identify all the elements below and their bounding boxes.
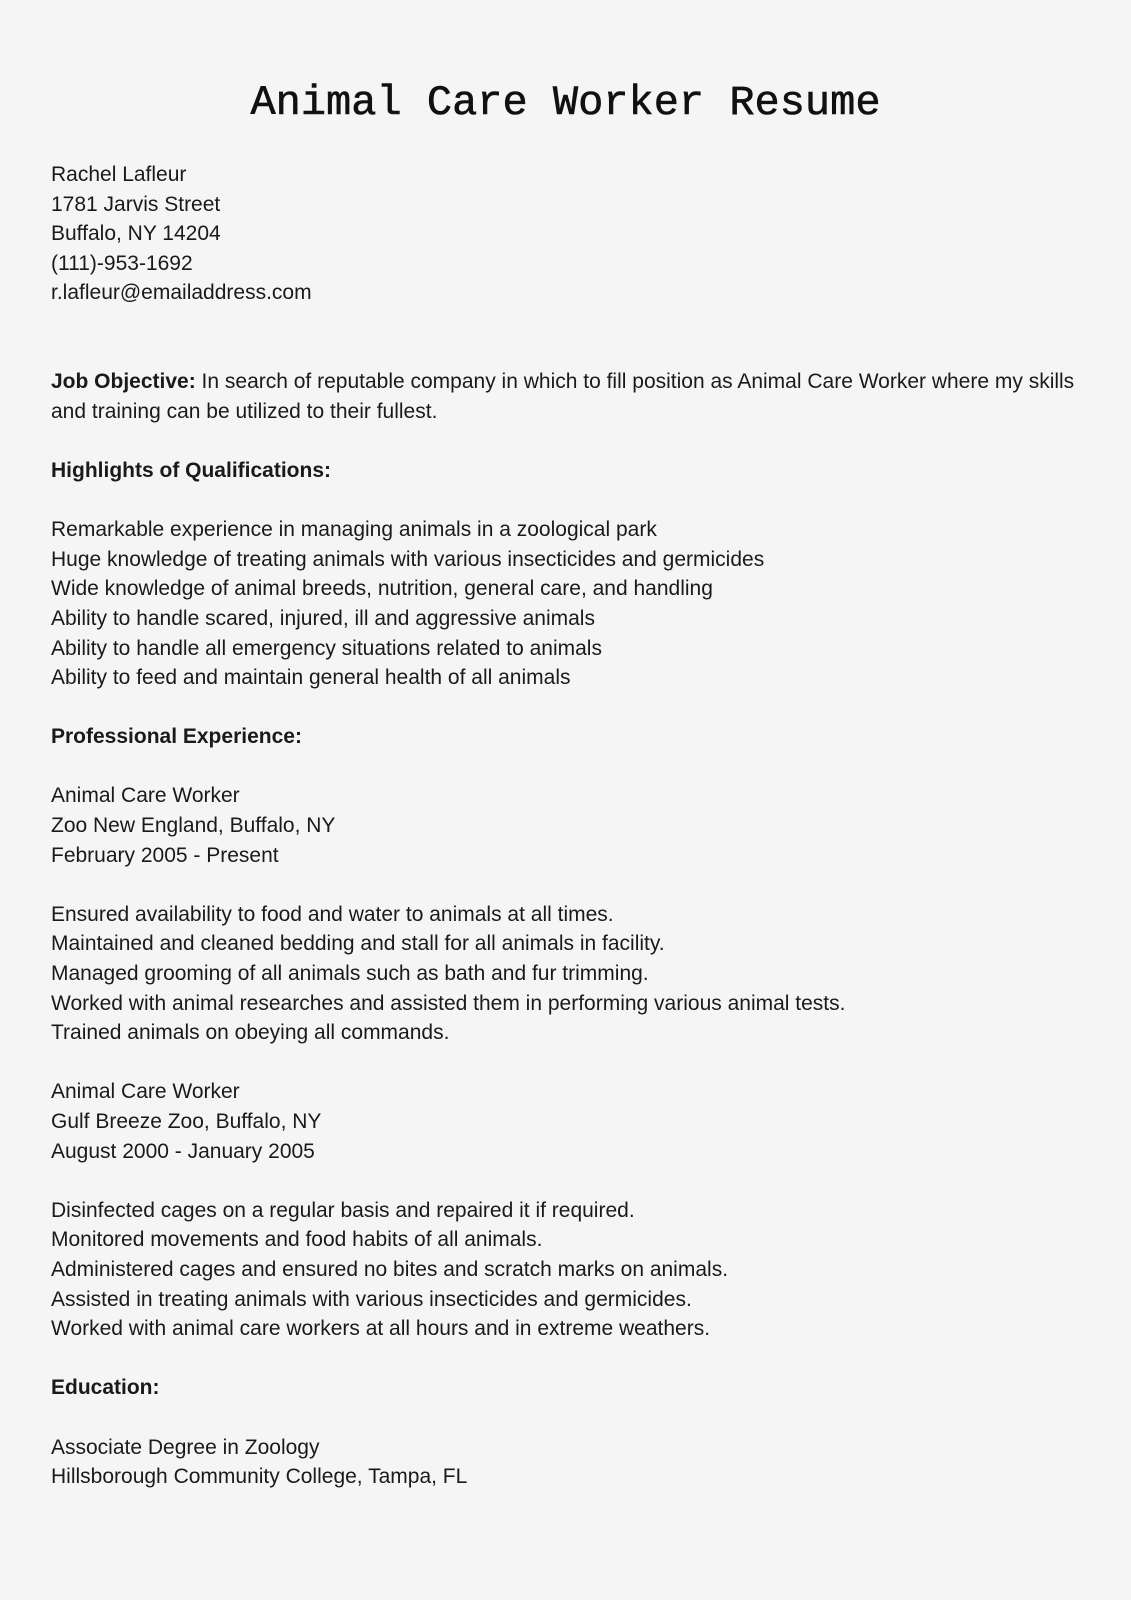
job-title: Animal Care Worker bbox=[51, 784, 240, 808]
education-heading: Education: bbox=[51, 1376, 160, 1400]
spacer bbox=[51, 1166, 1101, 1196]
spacer bbox=[51, 426, 1101, 456]
job-duty: Managed grooming of all animals such as bath and fur trimming. bbox=[51, 962, 649, 986]
spacer bbox=[51, 308, 1101, 367]
experience-heading: Professional Experience: bbox=[51, 725, 302, 749]
job-title: Animal Care Worker bbox=[51, 1080, 240, 1104]
job-entry bbox=[51, 1077, 1101, 1343]
spacer bbox=[51, 752, 1101, 782]
list-item: Wide knowledge of animal breeds, nutrition, general care, and handling bbox=[51, 577, 713, 601]
job-duty: Trained animals on obeying all commands. bbox=[51, 1021, 450, 1045]
page-title: Animal Care Worker Resume bbox=[250, 79, 881, 127]
spacer bbox=[51, 1344, 1101, 1374]
job-entry bbox=[51, 781, 1101, 1047]
job-duty: Ensured availability to food and water to animals at all times. bbox=[51, 902, 614, 926]
job-duty: Worked with animal researches and assisted them in performing various animal tests. bbox=[51, 991, 846, 1015]
job-duty: Monitored movements and food habits of all animals. bbox=[51, 1228, 543, 1252]
job-duty: Administered cages and ensured no bites and scratch marks on animals. bbox=[51, 1257, 729, 1281]
job-employer: Gulf Breeze Zoo, Buffalo, NY bbox=[51, 1110, 322, 1133]
list-item: Ability to handle scared, injured, ill and aggressive animals bbox=[51, 606, 595, 630]
spacer bbox=[51, 1048, 1101, 1078]
education-degree: Associate Degree in Zoology bbox=[51, 1435, 320, 1459]
job-objective bbox=[51, 367, 1101, 426]
spacer bbox=[51, 870, 1101, 900]
job-duty: Disinfected cages on a regular basis and repaired it if required. bbox=[51, 1198, 635, 1222]
objective-text: In search of reputable company in which to fill position as Animal Care Worker where my skills and training can be utilized to their fullest. bbox=[51, 370, 1075, 423]
spacer bbox=[51, 486, 1101, 516]
job-dates: August 2000 - January 2005 bbox=[51, 1139, 315, 1163]
job-duty: Worked with animal care workers at all hours and in extreme weathers. bbox=[51, 1317, 711, 1341]
list-item: Remarkable experience in managing animals in a zoological park bbox=[51, 518, 657, 542]
contact-email: r.lafleur@emailaddress.com bbox=[51, 281, 312, 305]
contact-phone: (111)-953-1692 bbox=[51, 251, 193, 275]
job-employer: Zoo New England, Buffalo, NY bbox=[51, 814, 336, 838]
resume-body bbox=[51, 160, 1101, 1492]
objective-label: Job Objective: bbox=[51, 370, 196, 394]
highlights-list bbox=[51, 515, 1101, 693]
contact-street: 1781 Jarvis Street bbox=[51, 192, 221, 216]
list-item: Ability to feed and maintain general health of all animals bbox=[51, 666, 571, 690]
contact-block bbox=[51, 160, 1101, 308]
list-item: Ability to handle all emergency situations related to animals bbox=[51, 636, 602, 660]
spacer bbox=[51, 693, 1101, 723]
job-duty: Maintained and cleaned bedding and stall for all animals in facility. bbox=[51, 932, 665, 956]
highlights-heading: Highlights of Qualifications: bbox=[51, 458, 331, 482]
list-item: Huge knowledge of treating animals with various insecticides and germicides bbox=[51, 547, 765, 571]
job-duty: Assisted in treating animals with various insecticides and germicides. bbox=[51, 1287, 692, 1311]
spacer bbox=[51, 1403, 1101, 1433]
education-school: Hillsborough Community College, Tampa, FL bbox=[51, 1465, 468, 1489]
contact-name: Rachel Lafleur bbox=[51, 163, 187, 186]
job-dates: February 2005 - Present bbox=[51, 843, 279, 867]
contact-city: Buffalo, NY 14204 bbox=[51, 222, 221, 246]
